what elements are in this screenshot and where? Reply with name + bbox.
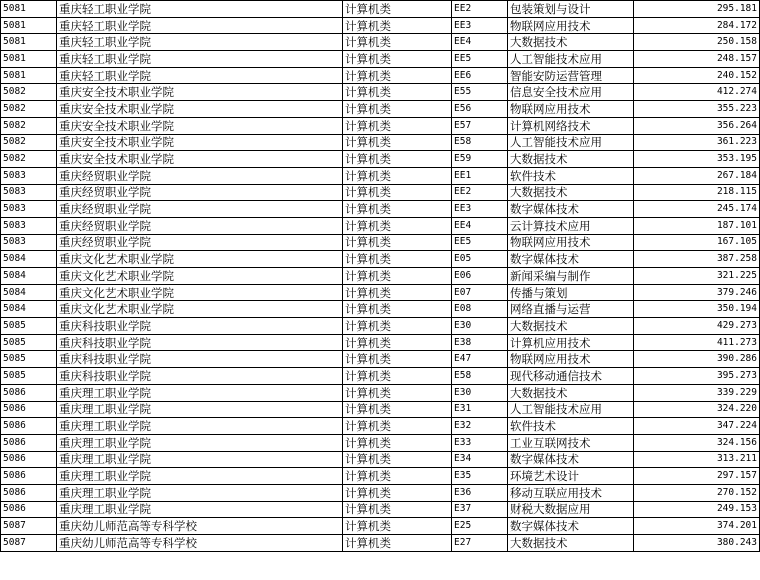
category-cell: 计算机类 bbox=[343, 84, 452, 101]
category-cell: 计算机类 bbox=[343, 167, 452, 184]
score-cell: 250.158 bbox=[634, 34, 760, 51]
major-name-cell: 物联网应用技术 bbox=[508, 17, 634, 34]
major-code-cell: E30 bbox=[452, 384, 508, 401]
major-name-cell: 工业互联网技术 bbox=[508, 434, 634, 451]
major-code-cell: E27 bbox=[452, 535, 508, 552]
school-name-cell: 重庆文化艺术职业学院 bbox=[57, 284, 343, 301]
major-code-cell: E08 bbox=[452, 301, 508, 318]
school-name-cell: 重庆科技职业学院 bbox=[57, 318, 343, 335]
school-name-cell: 重庆安全技术职业学院 bbox=[57, 101, 343, 118]
category-cell: 计算机类 bbox=[343, 334, 452, 351]
major-name-cell: 数字媒体技术 bbox=[508, 201, 634, 218]
major-name-cell: 大数据技术 bbox=[508, 151, 634, 168]
table-row bbox=[1, 418, 760, 435]
table-row bbox=[1, 501, 760, 518]
major-code-cell: EE2 bbox=[452, 184, 508, 201]
school-name-cell: 重庆安全技术职业学院 bbox=[57, 151, 343, 168]
school-name-cell: 重庆幼儿师范高等专科学校 bbox=[57, 518, 343, 535]
school-code-cell: 5081 bbox=[1, 34, 57, 51]
category-cell: 计算机类 bbox=[343, 368, 452, 385]
major-code-cell: EE2 bbox=[452, 1, 508, 18]
school-name-cell: 重庆理工职业学院 bbox=[57, 418, 343, 435]
table-row bbox=[1, 401, 760, 418]
school-code-cell: 5086 bbox=[1, 401, 57, 418]
category-cell: 计算机类 bbox=[343, 418, 452, 435]
school-code-cell: 5081 bbox=[1, 1, 57, 18]
table-row bbox=[1, 84, 760, 101]
major-name-cell: 现代移动通信技术 bbox=[508, 368, 634, 385]
school-code-cell: 5081 bbox=[1, 51, 57, 68]
table-row bbox=[1, 434, 760, 451]
school-code-cell: 5085 bbox=[1, 368, 57, 385]
category-cell: 计算机类 bbox=[343, 184, 452, 201]
major-name-cell: 人工智能技术应用 bbox=[508, 401, 634, 418]
major-code-cell: EE4 bbox=[452, 34, 508, 51]
major-name-cell: 大数据技术 bbox=[508, 318, 634, 335]
category-cell: 计算机类 bbox=[343, 351, 452, 368]
score-cell: 249.153 bbox=[634, 501, 760, 518]
major-code-cell: E06 bbox=[452, 268, 508, 285]
major-code-cell: E58 bbox=[452, 368, 508, 385]
school-name-cell: 重庆经贸职业学院 bbox=[57, 167, 343, 184]
score-cell: 350.194 bbox=[634, 301, 760, 318]
school-code-cell: 5086 bbox=[1, 434, 57, 451]
major-code-cell: E32 bbox=[452, 418, 508, 435]
school-name-cell: 重庆理工职业学院 bbox=[57, 484, 343, 501]
score-cell: 390.286 bbox=[634, 351, 760, 368]
major-name-cell: 物联网应用技术 bbox=[508, 101, 634, 118]
category-cell: 计算机类 bbox=[343, 117, 452, 134]
major-code-cell: EE3 bbox=[452, 17, 508, 34]
school-code-cell: 5085 bbox=[1, 318, 57, 335]
major-code-cell: E33 bbox=[452, 434, 508, 451]
major-code-cell: EE1 bbox=[452, 167, 508, 184]
category-cell: 计算机类 bbox=[343, 1, 452, 18]
score-cell: 379.246 bbox=[634, 284, 760, 301]
category-cell: 计算机类 bbox=[343, 17, 452, 34]
score-cell: 374.201 bbox=[634, 518, 760, 535]
category-cell: 计算机类 bbox=[343, 268, 452, 285]
category-cell: 计算机类 bbox=[343, 484, 452, 501]
table-row bbox=[1, 1, 760, 18]
table-row bbox=[1, 51, 760, 68]
school-name-cell: 重庆安全技术职业学院 bbox=[57, 84, 343, 101]
category-cell: 计算机类 bbox=[343, 101, 452, 118]
score-cell: 339.229 bbox=[634, 384, 760, 401]
table-row bbox=[1, 234, 760, 251]
score-cell: 313.211 bbox=[634, 451, 760, 468]
score-cell: 411.273 bbox=[634, 334, 760, 351]
score-cell: 245.174 bbox=[634, 201, 760, 218]
school-code-cell: 5084 bbox=[1, 251, 57, 268]
school-code-cell: 5082 bbox=[1, 134, 57, 151]
category-cell: 计算机类 bbox=[343, 535, 452, 552]
table-row bbox=[1, 151, 760, 168]
table-row bbox=[1, 101, 760, 118]
table-body bbox=[1, 1, 760, 552]
school-code-cell: 5087 bbox=[1, 518, 57, 535]
major-name-cell: 大数据技术 bbox=[508, 384, 634, 401]
school-name-cell: 重庆轻工职业学院 bbox=[57, 17, 343, 34]
table-row bbox=[1, 34, 760, 51]
score-cell: 324.156 bbox=[634, 434, 760, 451]
school-name-cell: 重庆轻工职业学院 bbox=[57, 51, 343, 68]
school-code-cell: 5082 bbox=[1, 117, 57, 134]
school-code-cell: 5084 bbox=[1, 268, 57, 285]
major-code-cell: E05 bbox=[452, 251, 508, 268]
category-cell: 计算机类 bbox=[343, 518, 452, 535]
table-row bbox=[1, 535, 760, 552]
major-name-cell: 大数据技术 bbox=[508, 535, 634, 552]
score-cell: 284.172 bbox=[634, 17, 760, 34]
category-cell: 计算机类 bbox=[343, 434, 452, 451]
school-name-cell: 重庆科技职业学院 bbox=[57, 351, 343, 368]
major-code-cell: E35 bbox=[452, 468, 508, 485]
major-code-cell: E56 bbox=[452, 101, 508, 118]
school-code-cell: 5081 bbox=[1, 67, 57, 84]
category-cell: 计算机类 bbox=[343, 251, 452, 268]
table-row bbox=[1, 201, 760, 218]
category-cell: 计算机类 bbox=[343, 284, 452, 301]
category-cell: 计算机类 bbox=[343, 234, 452, 251]
table-row bbox=[1, 268, 760, 285]
major-code-cell: E31 bbox=[452, 401, 508, 418]
major-name-cell: 数字媒体技术 bbox=[508, 451, 634, 468]
score-cell: 387.258 bbox=[634, 251, 760, 268]
major-code-cell: EE4 bbox=[452, 217, 508, 234]
category-cell: 计算机类 bbox=[343, 301, 452, 318]
major-name-cell: 智能安防运营管理 bbox=[508, 67, 634, 84]
school-name-cell: 重庆理工职业学院 bbox=[57, 501, 343, 518]
table-row bbox=[1, 251, 760, 268]
major-code-cell: E55 bbox=[452, 84, 508, 101]
school-code-cell: 5086 bbox=[1, 468, 57, 485]
major-name-cell: 人工智能技术应用 bbox=[508, 134, 634, 151]
school-name-cell: 重庆理工职业学院 bbox=[57, 434, 343, 451]
major-code-cell: E47 bbox=[452, 351, 508, 368]
school-name-cell: 重庆科技职业学院 bbox=[57, 334, 343, 351]
school-code-cell: 5083 bbox=[1, 184, 57, 201]
major-name-cell: 新闻采编与制作 bbox=[508, 268, 634, 285]
score-cell: 412.274 bbox=[634, 84, 760, 101]
score-cell: 324.220 bbox=[634, 401, 760, 418]
major-code-cell: EE5 bbox=[452, 51, 508, 68]
school-code-cell: 5086 bbox=[1, 418, 57, 435]
major-name-cell: 移动互联应用技术 bbox=[508, 484, 634, 501]
category-cell: 计算机类 bbox=[343, 217, 452, 234]
score-cell: 270.152 bbox=[634, 484, 760, 501]
school-code-cell: 5082 bbox=[1, 101, 57, 118]
table-row bbox=[1, 368, 760, 385]
score-cell: 295.181 bbox=[634, 1, 760, 18]
major-code-cell: E07 bbox=[452, 284, 508, 301]
school-name-cell: 重庆理工职业学院 bbox=[57, 384, 343, 401]
major-name-cell: 数字媒体技术 bbox=[508, 251, 634, 268]
major-code-cell: EE5 bbox=[452, 234, 508, 251]
table-row bbox=[1, 67, 760, 84]
table-row bbox=[1, 384, 760, 401]
score-cell: 248.157 bbox=[634, 51, 760, 68]
major-name-cell: 大数据技术 bbox=[508, 34, 634, 51]
school-name-cell: 重庆经贸职业学院 bbox=[57, 201, 343, 218]
table-row bbox=[1, 318, 760, 335]
score-cell: 353.195 bbox=[634, 151, 760, 168]
school-code-cell: 5085 bbox=[1, 351, 57, 368]
school-name-cell: 重庆经贸职业学院 bbox=[57, 217, 343, 234]
major-name-cell: 物联网应用技术 bbox=[508, 234, 634, 251]
school-code-cell: 5085 bbox=[1, 334, 57, 351]
school-name-cell: 重庆理工职业学院 bbox=[57, 468, 343, 485]
major-name-cell: 数字媒体技术 bbox=[508, 518, 634, 535]
score-cell: 187.101 bbox=[634, 217, 760, 234]
score-cell: 297.157 bbox=[634, 468, 760, 485]
score-cell: 429.273 bbox=[634, 318, 760, 335]
major-code-cell: E36 bbox=[452, 484, 508, 501]
major-code-cell: E57 bbox=[452, 117, 508, 134]
school-name-cell: 重庆文化艺术职业学院 bbox=[57, 301, 343, 318]
major-name-cell: 人工智能技术应用 bbox=[508, 51, 634, 68]
major-name-cell: 软件技术 bbox=[508, 418, 634, 435]
category-cell: 计算机类 bbox=[343, 501, 452, 518]
table-row bbox=[1, 468, 760, 485]
score-cell: 355.223 bbox=[634, 101, 760, 118]
major-name-cell: 传播与策划 bbox=[508, 284, 634, 301]
major-code-cell: E38 bbox=[452, 334, 508, 351]
major-name-cell: 财税大数据应用 bbox=[508, 501, 634, 518]
major-name-cell: 物联网应用技术 bbox=[508, 351, 634, 368]
score-cell: 321.225 bbox=[634, 268, 760, 285]
major-name-cell: 计算机应用技术 bbox=[508, 334, 634, 351]
school-code-cell: 5084 bbox=[1, 284, 57, 301]
table-row bbox=[1, 184, 760, 201]
school-name-cell: 重庆轻工职业学院 bbox=[57, 67, 343, 84]
school-code-cell: 5082 bbox=[1, 151, 57, 168]
category-cell: 计算机类 bbox=[343, 201, 452, 218]
table-row bbox=[1, 301, 760, 318]
school-name-cell: 重庆幼儿师范高等专科学校 bbox=[57, 535, 343, 552]
school-code-cell: 5083 bbox=[1, 167, 57, 184]
school-code-cell: 5081 bbox=[1, 17, 57, 34]
major-name-cell: 信息安全技术应用 bbox=[508, 84, 634, 101]
category-cell: 计算机类 bbox=[343, 401, 452, 418]
school-name-cell: 重庆经贸职业学院 bbox=[57, 184, 343, 201]
major-name-cell: 网络直播与运营 bbox=[508, 301, 634, 318]
major-code-cell: E25 bbox=[452, 518, 508, 535]
school-code-cell: 5082 bbox=[1, 84, 57, 101]
table-row bbox=[1, 217, 760, 234]
table-row bbox=[1, 117, 760, 134]
score-cell: 240.152 bbox=[634, 67, 760, 84]
school-name-cell: 重庆科技职业学院 bbox=[57, 368, 343, 385]
major-code-cell: E37 bbox=[452, 501, 508, 518]
table-row bbox=[1, 518, 760, 535]
score-cell: 361.223 bbox=[634, 134, 760, 151]
table-row bbox=[1, 284, 760, 301]
school-code-cell: 5083 bbox=[1, 201, 57, 218]
school-code-cell: 5087 bbox=[1, 535, 57, 552]
major-name-cell: 软件技术 bbox=[508, 167, 634, 184]
school-name-cell: 重庆理工职业学院 bbox=[57, 401, 343, 418]
category-cell: 计算机类 bbox=[343, 384, 452, 401]
table-row bbox=[1, 134, 760, 151]
major-name-cell: 包装策划与设计 bbox=[508, 1, 634, 18]
category-cell: 计算机类 bbox=[343, 451, 452, 468]
major-code-cell: EE6 bbox=[452, 67, 508, 84]
category-cell: 计算机类 bbox=[343, 318, 452, 335]
school-code-cell: 5086 bbox=[1, 501, 57, 518]
major-code-cell: E59 bbox=[452, 151, 508, 168]
school-code-cell: 5084 bbox=[1, 301, 57, 318]
table-row bbox=[1, 167, 760, 184]
score-cell: 218.115 bbox=[634, 184, 760, 201]
score-cell: 356.264 bbox=[634, 117, 760, 134]
category-cell: 计算机类 bbox=[343, 67, 452, 84]
score-cell: 347.224 bbox=[634, 418, 760, 435]
category-cell: 计算机类 bbox=[343, 134, 452, 151]
school-name-cell: 重庆安全技术职业学院 bbox=[57, 117, 343, 134]
school-code-cell: 5083 bbox=[1, 217, 57, 234]
table-row bbox=[1, 351, 760, 368]
school-name-cell: 重庆文化艺术职业学院 bbox=[57, 251, 343, 268]
major-name-cell: 计算机网络技术 bbox=[508, 117, 634, 134]
table-row bbox=[1, 451, 760, 468]
school-code-cell: 5086 bbox=[1, 484, 57, 501]
score-cell: 380.243 bbox=[634, 535, 760, 552]
school-code-cell: 5083 bbox=[1, 234, 57, 251]
category-cell: 计算机类 bbox=[343, 34, 452, 51]
major-code-cell: E34 bbox=[452, 451, 508, 468]
major-name-cell: 环境艺术设计 bbox=[508, 468, 634, 485]
category-cell: 计算机类 bbox=[343, 151, 452, 168]
major-code-cell: EE3 bbox=[452, 201, 508, 218]
major-code-cell: E58 bbox=[452, 134, 508, 151]
score-cell: 395.273 bbox=[634, 368, 760, 385]
school-name-cell: 重庆安全技术职业学院 bbox=[57, 134, 343, 151]
major-name-cell: 云计算技术应用 bbox=[508, 217, 634, 234]
category-cell: 计算机类 bbox=[343, 468, 452, 485]
score-cell: 267.184 bbox=[634, 167, 760, 184]
school-name-cell: 重庆轻工职业学院 bbox=[57, 1, 343, 18]
major-name-cell: 大数据技术 bbox=[508, 184, 634, 201]
major-code-cell: E30 bbox=[452, 318, 508, 335]
school-name-cell: 重庆理工职业学院 bbox=[57, 451, 343, 468]
school-name-cell: 重庆文化艺术职业学院 bbox=[57, 268, 343, 285]
score-cell: 167.105 bbox=[634, 234, 760, 251]
table-row bbox=[1, 334, 760, 351]
school-name-cell: 重庆轻工职业学院 bbox=[57, 34, 343, 51]
school-name-cell: 重庆经贸职业学院 bbox=[57, 234, 343, 251]
category-cell: 计算机类 bbox=[343, 51, 452, 68]
school-code-cell: 5086 bbox=[1, 384, 57, 401]
school-code-cell: 5086 bbox=[1, 451, 57, 468]
table-row bbox=[1, 484, 760, 501]
table-row bbox=[1, 17, 760, 34]
